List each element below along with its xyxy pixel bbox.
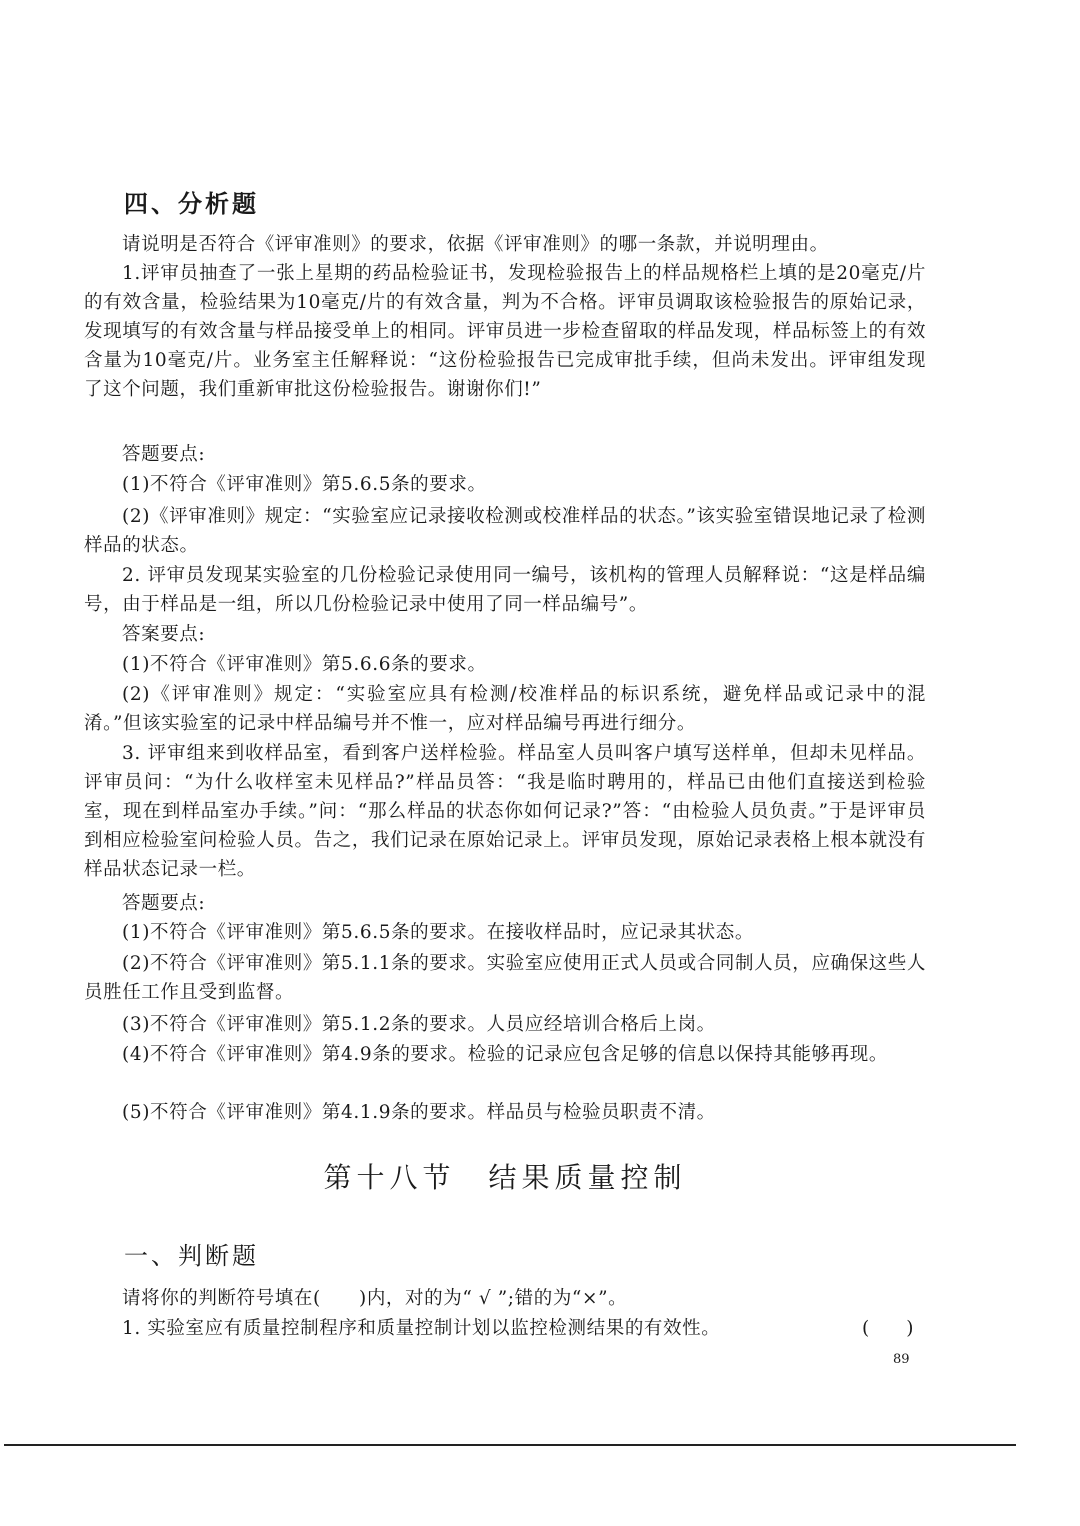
case2-point-1: (1)不符合《评审准则》第5.6.6条的要求。 [122,654,487,675]
case3-point-4: (4)不符合《评审准则》第4.9条的要求。检验的记录应包含足够的信息以保持其能够再现。 [122,1044,888,1065]
case2-answer-label: 答案要点: [122,624,206,645]
case3-point-1: (1)不符合《评审准则》第5.6.5条的要求。在接收样品时，应记录其状态。 [122,922,754,943]
case1-answer-label: 答题要点: [122,444,206,465]
footer-divider [4,1444,1016,1446]
judgment-question-1: 1. 实验室应有质量控制程序和质量控制计划以监控检测结果的有效性。 [122,1318,721,1339]
chapter-section-title: 第十八节 结果质量控制 [323,1161,687,1194]
page-number: 89 [893,1352,910,1367]
case3-point-2: (2)不符合《评审准则》第5.1.1条的要求。实验室应使用正式人员或合同制人员，应确保这些人员胜任工作且受到监督。 [84,953,926,1003]
answer-blank-1[interactable]: ( ) [862,1318,914,1339]
case1-question: 1.评审员抽查了一张上星期的药品检验证书，发现检验报告上的样品规格栏上填的是20毫克/片的有效含量，检验结果为10毫克/片的有效含量，判为不合格。评审员调取该检验报告的原始记录，发现填写的有效含量与样品接受单上的相同。评审员进一步检查留取的样品发现，样品标签上的有效含量为10毫克/片。业务室主任解释说：“这份检验报告已完成审批手续，但尚未发出。评审组发现了这个问题，我们重新审批这份检验报告。谢谢你们!” [84,263,926,400]
case1-point-1: (1)不符合《评审准则》第5.6.5条的要求。 [122,474,487,495]
section-heading-judgment: 一、判断题 [124,1242,259,1270]
analysis-intro: 请说明是否符合《评审准则》的要求，依据《评审准则》的哪一条款，并说明理由。 [122,234,829,255]
case3-point-5: (5)不符合《评审准则》第4.1.9条的要求。样品员与检验员职责不清。 [122,1102,716,1123]
case2-point-2: (2)《评审准则》规定：“实验室应具有检测/校准样品的标识系统，避免样品或记录中的混淆。”但该实验室的记录中样品编号并不惟一，应对样品编号再进行细分。 [84,684,926,734]
case3-point-3: (3)不符合《评审准则》第5.1.2条的要求。人员应经培训合格后上岗。 [122,1014,716,1035]
section-heading-analysis: 四、分析题 [124,190,259,218]
case3-answer-label: 答题要点: [122,893,206,914]
judgment-instruction: 请将你的判断符号填在( )内，对的为“ √ ”;错的为“×”。 [122,1288,628,1309]
case3-question: 3. 评审组来到收样品室，看到客户送样检验。样品室人员叫客户填写送样单，但却未见样品。评审员问：“为什么收样室未见样品?”样品员答：“我是临时聘用的，样品已由他们直接送到检验室，现在到样品室办手续。”问：“那么样品的状态你如何记录?”答：“由检验人员负责。”于是评审员到相应检验室问检验人员。告之，我们记录在原始记录上。评审员发现，原始记录表格上根本就没有样品状态记录一栏。 [84,743,926,880]
case2-question: 2. 评审员发现某实验室的几份检验记录使用同一编号，该机构的管理人员解释说：“这是样品编号，由于样品是一组，所以几份检验记录中使用了同一样品编号”。 [84,565,926,615]
case1-point-2: (2)《评审准则》规定：“实验室应记录接收检测或校准样品的状态。”该实验室错误地记录了检测样品的状态。 [84,506,926,556]
